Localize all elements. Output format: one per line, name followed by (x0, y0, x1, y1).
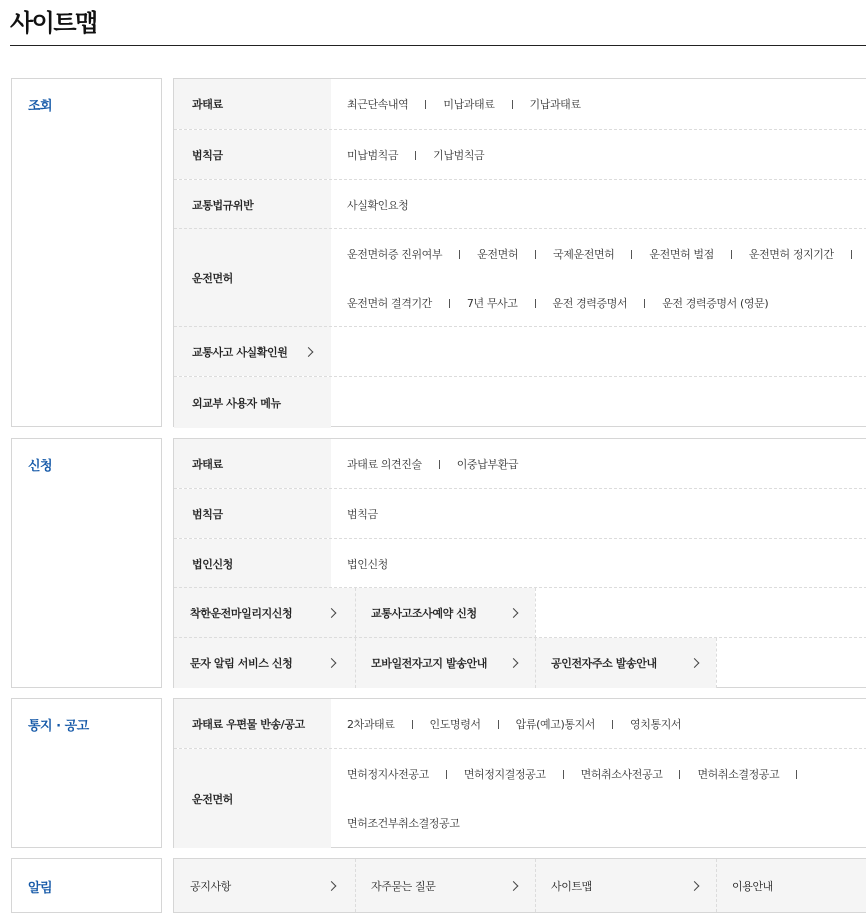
link-unpaid-penalty[interactable]: 미납범칙금 (347, 149, 399, 162)
chevron-right-icon (509, 608, 519, 618)
link-line (347, 815, 460, 831)
row-label[interactable]: 법인신청 (174, 539, 331, 588)
link-conditional-revocation[interactable]: 면허조건부취소결정공고 (347, 817, 460, 830)
link-faq[interactable] (355, 859, 535, 912)
link-revocation-pre-notice[interactable]: 면허취소사전공고 (580, 768, 663, 781)
link-divider (498, 720, 499, 729)
link-divider (631, 250, 632, 259)
row-cell-links (174, 587, 866, 638)
row-cell-links (174, 637, 866, 688)
link-divider (412, 720, 413, 729)
link-line (347, 246, 866, 262)
link-paid-penalty[interactable]: 기납범칙금 (433, 149, 485, 162)
cell-label: 사이트맵 (551, 879, 592, 893)
link-divider (535, 250, 536, 259)
link-line (347, 556, 388, 572)
link-line (347, 716, 681, 732)
link-corporate-application[interactable]: 법인신청 (347, 558, 388, 571)
cell-label: 착한운전마일리지신청 (190, 607, 293, 620)
link-driving-career-cert[interactable]: 운전 경력증명서 (552, 297, 628, 310)
link-accident-investigation-booking[interactable] (355, 588, 535, 638)
link-divider (679, 770, 680, 779)
cell-label: 자주묻는 질문 (371, 879, 436, 893)
link-sms-alert-service[interactable] (174, 638, 355, 688)
link-line (347, 96, 581, 112)
link-unpaid-fine[interactable]: 미납과태료 (443, 98, 495, 111)
category-box (11, 438, 162, 688)
link-driver-license[interactable]: 운전면허 (477, 248, 519, 261)
link-usage-guide[interactable] (716, 859, 866, 912)
inquiry-panel (173, 78, 866, 427)
row-accident-fact-cert (174, 326, 866, 376)
link-divider (425, 100, 426, 109)
category-box (11, 78, 162, 427)
row-label[interactable]: 과태료 우편물 반송/공고 (174, 699, 331, 748)
empty-cell (535, 588, 866, 638)
link-divider (439, 460, 440, 469)
chevron-right-icon (509, 658, 519, 668)
section-notice (0, 698, 866, 848)
application-panel (173, 438, 866, 688)
link-announcements[interactable] (174, 859, 355, 912)
link-divider (612, 720, 613, 729)
section-inquiry (0, 78, 866, 427)
row-penalty (174, 129, 866, 179)
chevron-right-icon (327, 608, 337, 618)
link-seizure-notice[interactable]: 압류(예고)통지서 (515, 718, 596, 731)
link-license-suspension[interactable]: 운전면허 정지기간 (748, 248, 834, 261)
accident-fact-cert-link[interactable] (174, 327, 331, 376)
link-driving-career-cert-en[interactable]: 운전 경력증명서 (영문) (662, 297, 769, 310)
row-corporate (174, 538, 866, 588)
cell-label: 모바일전자고지 발송안내 (371, 657, 487, 670)
link-fine-opinion[interactable]: 과태료 의견진술 (347, 458, 422, 471)
link-line (347, 766, 814, 782)
chevron-right-icon (327, 658, 337, 668)
category-box (11, 698, 162, 848)
notice-panel (173, 698, 866, 848)
link-divider (512, 100, 513, 109)
chevron-right-icon (304, 347, 314, 357)
category-label-notice[interactable]: 통지 · 공고 (28, 719, 89, 734)
link-suspension-pre-notice[interactable]: 면허정지사전공고 (347, 768, 429, 781)
category-box (11, 858, 162, 913)
link-line (347, 147, 484, 163)
link-divider (459, 250, 460, 259)
empty-cell (716, 638, 866, 688)
chevron-right-icon (690, 658, 700, 668)
link-mobile-notice[interactable] (355, 638, 535, 688)
link-international-license[interactable]: 국제운전면허 (553, 248, 615, 261)
link-second-fine[interactable]: 2차과태료 (347, 718, 395, 731)
link-divider (644, 299, 645, 308)
category-label-alert[interactable]: 알림 (28, 881, 53, 896)
link-double-payment-refund[interactable]: 이중납부환급 (456, 458, 519, 471)
link-license-authenticity[interactable]: 운전면허증 진위여부 (347, 248, 443, 261)
row-driver-license (174, 748, 866, 848)
link-line (347, 295, 768, 311)
row-mofa-menu (174, 376, 866, 428)
row-cell-links (174, 859, 866, 912)
row-label[interactable]: 과태료 (174, 79, 331, 129)
category-label-inquiry[interactable]: 조회 (28, 99, 53, 114)
row-label[interactable]: 과태료 (174, 439, 331, 488)
link-divider (731, 250, 732, 259)
link-good-driving-mileage[interactable] (174, 588, 355, 638)
link-divider (446, 770, 447, 779)
cell-label: 교통사고조사예약 신청 (371, 607, 477, 620)
chevron-right-icon (690, 881, 700, 891)
link-line (347, 456, 518, 472)
row-fine (174, 79, 866, 129)
row-driver-license (174, 228, 866, 327)
link-suspension-decision[interactable]: 면허정지결정공고 (463, 768, 546, 781)
link-paid-fine[interactable]: 기납과태료 (529, 98, 581, 111)
alert-panel (173, 858, 866, 913)
row-label[interactable]: 범칙금 (174, 489, 331, 538)
row-label[interactable]: 운전면허 (174, 749, 331, 848)
link-fact-check-request[interactable]: 사실확인요청 (347, 199, 409, 212)
row-penalty (174, 488, 866, 538)
link-license-points[interactable]: 운전면허 벌점 (649, 248, 714, 261)
link-divider (851, 250, 852, 259)
chevron-right-icon (509, 881, 519, 891)
section-application (0, 438, 866, 688)
cell-label: 이용안내 (732, 879, 773, 893)
row-fine-mail-return (174, 699, 866, 748)
link-plate-seizure-notice[interactable]: 영치통지서 (630, 718, 682, 731)
link-line (347, 506, 378, 522)
cell-label: 문자 알림 서비스 신청 (190, 657, 293, 670)
category-label-application[interactable]: 신청 (28, 459, 53, 474)
chevron-right-icon (327, 881, 337, 891)
row-label[interactable]: 운전면허 (174, 229, 331, 327)
cell-label: 공인전자주소 발송안내 (551, 657, 657, 670)
link-divider (563, 770, 564, 779)
section-alert (0, 858, 866, 913)
link-line (347, 197, 408, 213)
link-divider (535, 299, 536, 308)
link-license-disqualification[interactable]: 운전면허 결격기간 (347, 297, 432, 310)
link-recent-enforcement[interactable]: 최근단속내역 (347, 98, 409, 111)
cell-label: 공지사항 (190, 879, 231, 893)
link-7yr-no-accident[interactable]: 7년 무사고 (466, 297, 518, 310)
link-divider (796, 770, 797, 779)
link-delivery-order[interactable]: 인도명령서 (429, 718, 481, 731)
link-certified-email-notice[interactable] (535, 638, 716, 688)
row-label: 교통사고 사실확인원 (192, 345, 288, 359)
link-revocation-decision[interactable]: 면허취소결정공고 (697, 768, 780, 781)
page-title: 사이트맵 (10, 9, 97, 37)
title-divider (10, 45, 866, 46)
link-divider (415, 151, 416, 160)
row-fine (174, 439, 866, 488)
row-label[interactable]: 범칙금 (174, 130, 331, 179)
link-penalty[interactable]: 범칙금 (347, 508, 378, 521)
link-sitemap[interactable] (535, 859, 716, 912)
row-label[interactable]: 외교부 사용자 메뉴 (174, 377, 331, 428)
row-traffic-violation (174, 179, 866, 229)
row-label[interactable]: 교통법규위반 (174, 180, 331, 229)
link-divider (449, 299, 450, 308)
